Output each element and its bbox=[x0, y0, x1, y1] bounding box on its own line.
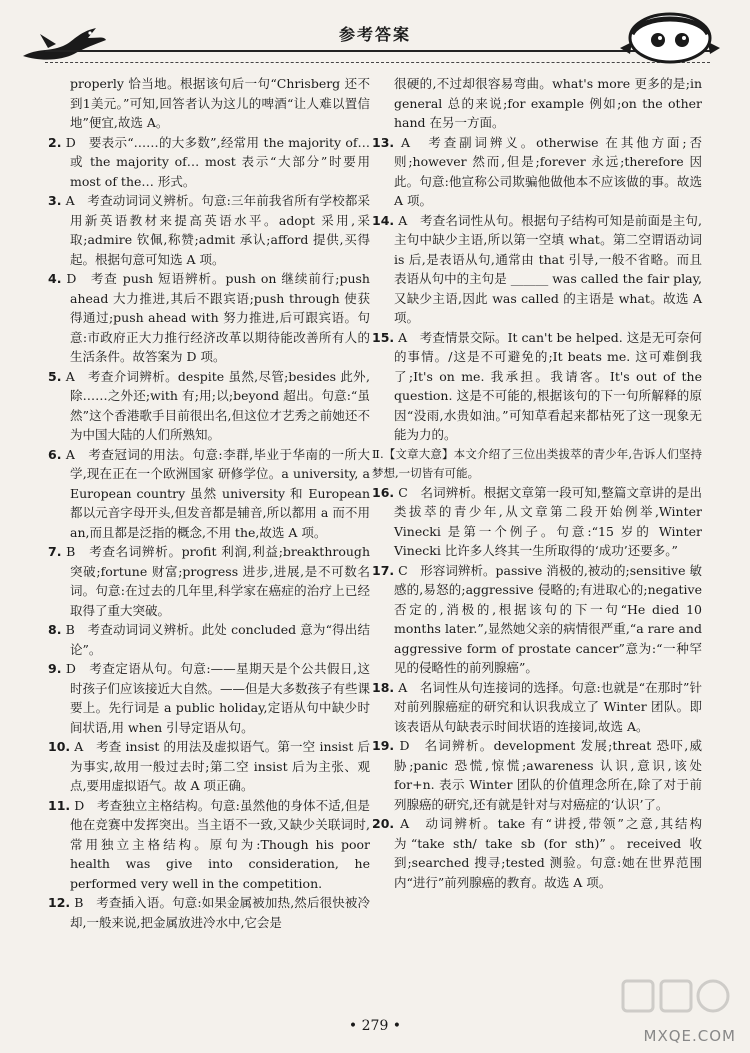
answer-text: A 考查冠词的用法。句意:李群,毕业于华南的一所大学,现在正在一个欧洲国家 研修学位。a university, a European country 虽然 university 和 European 都以元音字母开头,但发音都是辅音,所以都用 a 而不用 an,而且都是泛指的概念,不用 the,故选 A 项。 bbox=[65, 446, 370, 540]
answer-text: B 考查动词词义辨析。此处 concluded 意为“得出结论”。 bbox=[65, 622, 370, 657]
answer-item bbox=[48, 796, 370, 894]
answer-item bbox=[48, 620, 370, 659]
answer-item bbox=[372, 483, 702, 561]
answer-text: A 动词辨析。take 有“讲授,带领”之意,其结构为“take sth/ take sb (for sth)”。received 收到;searched 搜寻;tested 测验。句意:她在世界范围内“进行”前列腺癌的教育。故选 A 项。 bbox=[394, 816, 702, 890]
answer-number: 14. bbox=[372, 212, 395, 228]
answer-text: C 形容词辨析。passive 消极的,被动的;sensitive 敏感的,易怒的;aggressive 侵略的;有进取心的;negative 否定的,消极的,根据该句的下一句“He died 10 months later.”,显然她父亲的病情很严重,“a rare and aggressive form of prostate cancer”意为:“一种罕见的侵略性的前列腺癌”。 bbox=[394, 562, 702, 675]
answer-text: C 名词辨析。根据文章第一段可知,整篇文章讲的是出类拔萃的青少年,从文章第二段开始例举,Winter Vinecki 是第一个例子。句意:“15 岁的 Winter Vinecki 比许多人终其一生所取得的‘成功’还要多。” bbox=[394, 484, 702, 558]
page-number: • 279 • bbox=[348, 1018, 402, 1034]
answer-number: 2. bbox=[48, 134, 62, 150]
answer-number: 9. bbox=[48, 661, 62, 676]
header-rule bbox=[45, 50, 710, 52]
answer-number: 10. bbox=[48, 739, 71, 754]
answer-item bbox=[372, 328, 702, 445]
answer-text: A 考查 insist 的用法及虚拟语气。第一空 insist 后为事实,故用一般过去时;第二空 insist 后为主张、观点,要用虚拟语气。故 A 项正确。 bbox=[70, 739, 370, 793]
answer-text: B 考查名词辨析。profit 利润,利益;breakthrough 突破;fortune 财富;progress 进步,进展,是不可数名词。句意:在过去的几年里,科学家在癌症的治疗上已经取得了重大突破。 bbox=[66, 544, 370, 618]
section-summary-text: Ⅱ.【文章大意】本文介绍了三位出类拔萃的青少年,告诉人们坚持梦想,一切皆有可能。 bbox=[372, 446, 702, 480]
answer-item bbox=[372, 736, 702, 814]
answer-item bbox=[48, 445, 370, 543]
answer-number: 7. bbox=[48, 544, 62, 559]
answer-text: D 名词辨析。development 发展;threat 恐吓,威胁;panic 恐慌,惊慌;awareness 认识,意识,该处 for+n. 表示 Winter 团队的价值理念所在,除了对于前列腺癌的研究,还有就是针对与对癌症的‘认识’了。 bbox=[394, 738, 702, 812]
answer-item bbox=[372, 133, 702, 211]
answer-item bbox=[372, 561, 702, 678]
answer-item bbox=[48, 659, 370, 737]
watermark-text: MXQE.COM bbox=[643, 1027, 736, 1045]
answer-number: 13. bbox=[372, 134, 395, 150]
answer-number: 4. bbox=[48, 271, 62, 286]
answer-item bbox=[372, 814, 702, 892]
answer-text: A 考查动词词义辨析。句意:三年前我省所有学校都采用新英语教材来提高英语水平。adopt 采用,采取;admire 钦佩,称赞;admit 承认;afford 提供,买得起。根据句意可知选 A 项。 bbox=[65, 193, 370, 267]
answer-text: D 考查独立主格结构。句意:虽然他的身体不适,但是他在竞赛中发挥突出。当主语不一致,又缺少关联词时,常用独立主格结构。原句为:Though his poor health was give into consideration, he performed very well in the competition. bbox=[70, 797, 370, 891]
answer-number: 5. bbox=[48, 368, 62, 384]
answer-item bbox=[372, 211, 702, 328]
answer-text: A 考查情景交际。It can't be helped. 这是无可奈何的事情。/这是不可避免的;It beats me. 这可难倒我了;It's on me. 我承担。我请客。It's out of the question. 这是不可能的,根据该句的下一句所解释的原因“没雨,水贵如油。”可知草看起来都枯死了这一现象无能为力的。 bbox=[394, 329, 702, 442]
answer-number: 20. bbox=[372, 816, 395, 831]
answer-number: 15. bbox=[372, 329, 395, 345]
answer-item bbox=[48, 542, 370, 620]
answer-number: 12. bbox=[48, 895, 71, 910]
answer-item bbox=[48, 893, 370, 932]
answer-item bbox=[48, 191, 370, 269]
answer-text: properly 恰当地。根据该句后一句“Chrisberg 还不到1美元。”可知,回答者认为这儿的啤酒“让人难以置信地”便宜,故选 A。 bbox=[70, 76, 370, 130]
answer-number: 6. bbox=[48, 446, 62, 462]
answer-text: A 考查名词性从句。根据句子结构可知是前面是主句,主句中缺少主语,所以第一空填 what。第二空谓语动词 is 后,是表语从句,通常由 that 引导,一般不省略。而且表语从句中的主句是 ______ was called the fair play,又缺少主语,因此 was called 的主语是 what。故选 A 项。 bbox=[394, 212, 702, 325]
answer-text: D 考查 push 短语辨析。push on 继续前行;push ahead 大力推进,其后不跟宾语;push through 使获得通过;push ahead with 努力推进,后可跟宾语。句意:市政府正大力推行经济改革以期待能改善所有人的生活条件。故答案为 D 项。 bbox=[66, 271, 370, 364]
answer-number: 3. bbox=[48, 193, 62, 208]
left-answer-column bbox=[48, 74, 370, 932]
answer-item bbox=[48, 133, 370, 192]
answer-item bbox=[372, 678, 702, 737]
answer-text: A 名词性从句连接词的选择。句意:也就是“在那时”针对前列腺癌症的研究和认识我成立了 Winter 团队。即该表语从句缺表示时间状语的连接词,故选 A。 bbox=[394, 679, 702, 734]
answer-text: A 考查副词辨义。otherwise 在其他方面;否则;however 然而,但是;forever 永远;therefore 因此。句意:他宣称公司欺骗他做他本不应该做的事。故选 A 项。 bbox=[394, 134, 702, 208]
answer-text: A 考查介词辨析。despite 虽然,尽管;besides 此外,除……之外还;with 有;用;以;beyond 超出。句意:“虽然”这个香港歌手目前很出名,但这位才艺秀之前她还不为中国大陆的人们所熟知。 bbox=[65, 368, 370, 442]
cartoon-face-icon bbox=[612, 8, 722, 68]
answer-number: 17. bbox=[372, 562, 395, 578]
answer-text: D 考查定语从句。句意:——星期天是个公共假日,这时孩子们应该接近大自然。——但是大多数孩子有些课要上。先行词是 a public holiday,定语从句中缺少时间状语,用 when 引导定语从句。 bbox=[65, 661, 371, 735]
page-header bbox=[0, 0, 750, 80]
header-dashed-rule bbox=[45, 62, 710, 63]
answer-number: 11. bbox=[48, 797, 71, 813]
answer-text: B 考查插入语。句意:如果金属被加热,然后很快被冷却,一般来说,把金属放进冷水中,它会是 bbox=[70, 895, 370, 930]
answer-number: 18. bbox=[372, 679, 395, 695]
right-answer-column bbox=[372, 74, 702, 892]
answer-item bbox=[48, 367, 370, 445]
answer-number: 8. bbox=[48, 622, 62, 637]
answer-number: 16. bbox=[372, 484, 395, 500]
answer-text: 很硬的,不过却很容易弯曲。what's more 更多的是;in general 总的来说;for example 例如;on the other hand 在另一方面。 bbox=[394, 76, 702, 130]
answer-item bbox=[48, 737, 370, 796]
answer-text: D 要表示“……的大多数”,经常用 the majority of… 或 the majority of… most 表示“大部分”时要用 most of the… 形式。 bbox=[65, 134, 370, 189]
answer-continuation bbox=[372, 74, 702, 133]
section-summary bbox=[372, 445, 702, 483]
answer-item bbox=[48, 269, 370, 367]
answer-number: 19. bbox=[372, 738, 395, 753]
page-title: 参考答案 bbox=[338, 25, 411, 44]
answer-continuation bbox=[48, 74, 370, 133]
